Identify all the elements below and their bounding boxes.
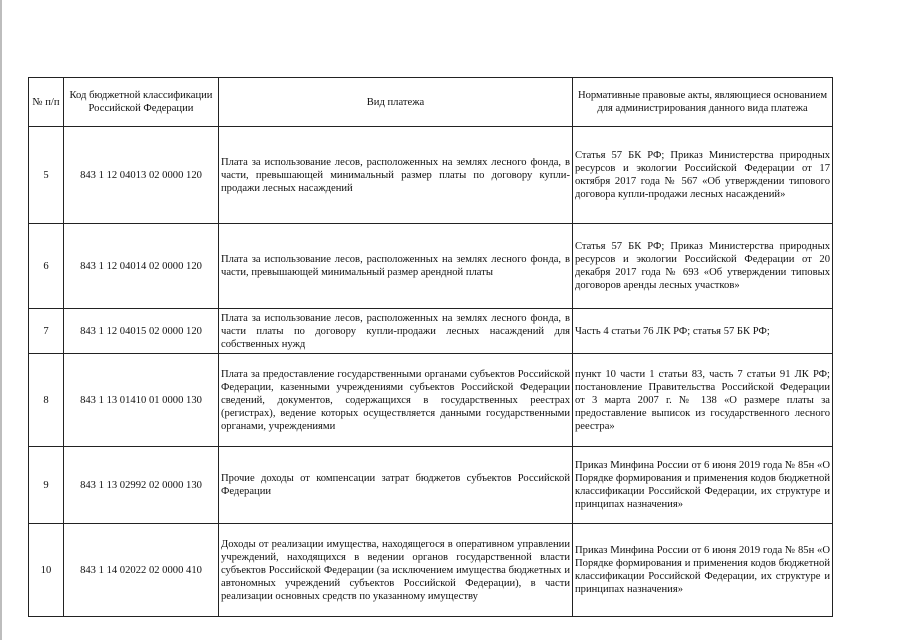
row-payment: Плата за использование лесов, расположенных на землях лесного фонда, в части платы по договору купли-продажи лесных насаждений для собственных нужд (219, 309, 573, 354)
row-payment: Прочие доходы от компенсации затрат бюджетов субъектов Российской Федерации (219, 447, 573, 524)
table-row (29, 309, 833, 354)
row-code: 843 1 13 02992 02 0000 130 (64, 447, 219, 524)
row-acts: Статья 57 БК РФ; Приказ Министерства природных ресурсов и экологии Российской Федерации от 20 декабря 2017 года № 693 «Об утверждении типовых договоров аренды лесных участков» (573, 224, 833, 309)
table-row (29, 354, 833, 447)
row-acts: Приказ Минфина России от 6 июня 2019 года № 85н «О Порядке формирования и применения кодов бюджетной классификации Российской Федерации, их структуре и принципах назначения» (573, 524, 833, 617)
row-num: 6 (29, 224, 64, 309)
header-acts: Нормативные правовые акты, являющиеся основанием для администрирования данного вида платежа (573, 78, 833, 127)
row-acts: Часть 4 статьи 76 ЛК РФ; статья 57 БК РФ; (573, 309, 833, 354)
table-row (29, 224, 833, 309)
header-payment: Вид платежа (219, 78, 573, 127)
table-header-row (29, 78, 833, 127)
row-num: 7 (29, 309, 64, 354)
row-code: 843 1 12 04013 02 0000 120 (64, 127, 219, 224)
budget-classification-table (28, 77, 833, 617)
row-num: 10 (29, 524, 64, 617)
row-num: 5 (29, 127, 64, 224)
table-row (29, 524, 833, 617)
row-acts: Приказ Минфина России от 6 июня 2019 года № 85н «О Порядке формирования и применения кодов бюджетной классификации Российской Федерации, их структуре и принципах назначения» (573, 447, 833, 524)
row-acts: пункт 10 части 1 статьи 83, часть 7 статьи 91 ЛК РФ; постановление Правительства Российской Федерации от 3 марта 2007 г. № 138 «О размере платы за предоставление выписок из государственного лесного реестра» (573, 354, 833, 447)
row-payment: Доходы от реализации имущества, находящегося в оперативном управлении учреждений, находящихся в ведении органов государственной власти субъектов Российской Федерации (за исключением имущества бюджетных и автономных учреждений субъектов Российской Федерации), в части реализации основных средств по указанному имуществу (219, 524, 573, 617)
row-num: 9 (29, 447, 64, 524)
header-num: № п/п (29, 78, 64, 127)
row-payment: Плата за использование лесов, расположенных на землях лесного фонда, в части, превышающей минимальный размер арендной платы (219, 224, 573, 309)
row-code: 843 1 13 01410 01 0000 130 (64, 354, 219, 447)
row-code: 843 1 12 04014 02 0000 120 (64, 224, 219, 309)
table-row (29, 127, 833, 224)
table-row (29, 447, 833, 524)
row-num: 8 (29, 354, 64, 447)
row-code: 843 1 14 02022 02 0000 410 (64, 524, 219, 617)
row-code: 843 1 12 04015 02 0000 120 (64, 309, 219, 354)
page-edge-shadow (0, 0, 2, 640)
header-code: Код бюджетной классификации Российской Федерации (64, 78, 219, 127)
row-payment: Плата за использование лесов, расположенных на землях лесного фонда, в части, превышающей минимальный размер платы по договору купли-продажи лесных насаждений (219, 127, 573, 224)
row-acts: Статья 57 БК РФ; Приказ Министерства природных ресурсов и экологии Российской Федерации от 17 октября 2017 года № 567 «Об утверждении типового договора купли-продажи лесных насаждений» (573, 127, 833, 224)
row-payment: Плата за предоставление государственными органами субъектов Российской Федерации, казенными учреждениями субъектов Российской Федерации сведений, документов, содержащихся в государственных реестрах (регистрах), ведение которых осуществляется данными государственными органами, учреждениями (219, 354, 573, 447)
